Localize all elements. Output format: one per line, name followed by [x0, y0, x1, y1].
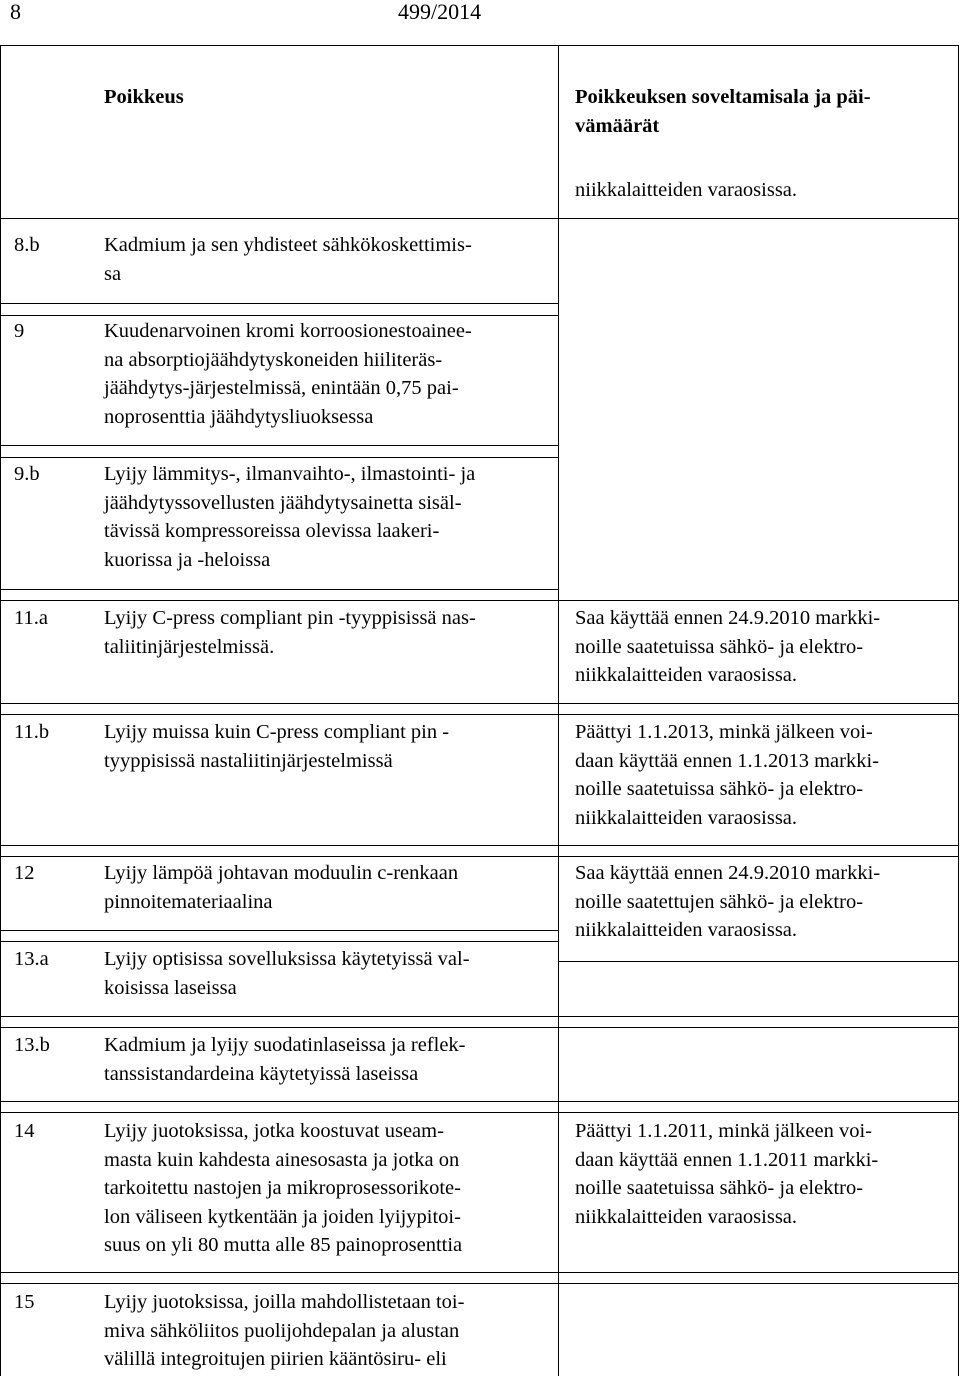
row-line	[0, 303, 558, 304]
scope-line: niikkalaitteiden varaosissa.	[575, 806, 798, 829]
scope-line: niikkalaitteiden varaosissa.	[575, 1205, 798, 1228]
description-line: sa	[104, 262, 122, 285]
scope-line: Saa käyttää ennen 24.9.2010 markki-	[575, 862, 881, 884]
description-line: Lyijy optisissa sovelluksissa käytetyissä val-	[104, 948, 470, 970]
row-line	[558, 961, 959, 962]
description-line: tanssistandardeina käytetyissä laseissa	[104, 1062, 419, 1085]
row-line	[0, 930, 558, 931]
row-description	[104, 718, 554, 775]
col-header-scope-line: vämäärät	[575, 114, 660, 137]
scope-line: niikkalaitteiden varaosissa.	[575, 919, 798, 941]
description-line: Lyijy juotoksissa, jotka koostuvat useam-	[104, 1120, 444, 1142]
table-border-top	[0, 45, 959, 46]
row-description	[104, 317, 554, 431]
row-line	[0, 703, 959, 704]
row-description	[104, 460, 554, 574]
row-scope	[575, 859, 955, 945]
scope-line: Saa käyttää ennen 24.9.2010 markki-	[575, 607, 881, 629]
row-line	[0, 1101, 959, 1102]
row-line	[0, 218, 959, 219]
row-line	[0, 856, 959, 857]
row-line	[0, 589, 558, 590]
description-line: miva sähköliitos puolijohdepalan ja alustan	[104, 1319, 460, 1342]
scope-line: noille saatetuissa sähkö- ja elektro-	[575, 635, 864, 658]
row-line	[0, 845, 959, 846]
row-description	[104, 1288, 554, 1374]
description-line: noprosenttia jäähdytysliuoksessa	[104, 405, 374, 428]
table-border-left	[0, 45, 1, 1376]
row-code: 11.b	[14, 721, 50, 743]
scope-line: noille saatettujen sähkö- ja elektro-	[575, 890, 864, 913]
row-line	[0, 1272, 959, 1273]
row-code: 11.a	[14, 607, 48, 629]
row-line	[0, 457, 558, 458]
description-line: tävissä kompressoreissa olevissa laakeri-	[104, 520, 440, 542]
description-line: Lyijy lämmitys-, ilmanvaihto-, ilmastointi- ja	[104, 463, 476, 485]
description-line: Lyijy muissa kuin C-press compliant pin -	[104, 721, 450, 743]
row-line	[0, 1027, 959, 1028]
scope-line: niikkalaitteiden varaosissa.	[575, 664, 798, 686]
row-code: 12	[14, 862, 35, 884]
row-description	[104, 604, 554, 661]
scope-line: daan käyttää ennen 1.1.2013 markki-	[575, 749, 879, 772]
scope-line: daan käyttää ennen 1.1.2011 markki-	[575, 1148, 879, 1171]
row-description	[104, 231, 554, 288]
row-code: 13.b	[14, 1034, 50, 1056]
col-header-exception: Poikkeus	[104, 86, 184, 108]
row-description	[104, 1031, 554, 1088]
description-line: tarkoitettu nastojen ja mikroprosessorikote-	[104, 1177, 461, 1199]
description-line: Lyijy lämpöä johtavan moduulin c-renkaan	[104, 862, 459, 884]
page-header	[0, 0, 960, 26]
row-scope	[575, 718, 955, 832]
row-scope	[575, 604, 955, 690]
description-line: tyyppisissä nastaliitinjärjestelmissä	[104, 749, 393, 772]
scope-line: noille saatetuissa sähkö- ja elektro-	[575, 1177, 864, 1199]
row-code: 14	[14, 1120, 35, 1142]
description-line: Kuudenarvoinen kromi korroosionestoainee-	[104, 320, 472, 342]
row-scope	[575, 1117, 955, 1231]
row-description	[104, 945, 554, 1002]
row-line	[0, 1112, 959, 1113]
description-line: välillä integroitujen piirien kääntösiru- eli	[104, 1348, 447, 1370]
description-line: jäähdytys-järjestelmissä, enintään 0,75 pai-	[104, 377, 459, 399]
page-number: 8	[10, 0, 21, 24]
description-line: Kadmium ja lyijy suodatinlaseissa ja reflek-	[104, 1034, 466, 1056]
description-line: lon väliseen kytkentään ja joiden lyijypitoi-	[104, 1205, 461, 1228]
row-code: 9	[14, 320, 25, 342]
description-line: masta kuin kahdesta ainesosasta ja jotka on	[104, 1148, 460, 1171]
row-code: 8.b	[14, 234, 40, 256]
description-line: koisissa laseissa	[104, 976, 237, 999]
row-line	[0, 315, 558, 316]
scope-line: noille saatetuissa sähkö- ja elektro-	[575, 778, 864, 800]
table-border-right	[958, 45, 959, 1376]
row-code: 15	[14, 1291, 35, 1313]
row-line	[0, 1016, 959, 1017]
scope-line: Päättyi 1.1.2013, minkä jälkeen voi-	[575, 721, 873, 743]
row-line	[0, 941, 558, 942]
row-line	[0, 600, 959, 601]
continuation-text: niikkalaitteiden varaosissa.	[575, 179, 798, 201]
row-line	[0, 714, 959, 715]
row-line	[0, 445, 558, 446]
description-line: na absorptiojäähdytyskoneiden hiiliteräs-	[104, 348, 443, 371]
description-line: jäähdytyssovellusten jäähdytysainetta sisäl-	[104, 491, 462, 514]
scope-line: Päättyi 1.1.2011, minkä jälkeen voi-	[575, 1120, 872, 1142]
description-line: taliitinjärjestelmissä.	[104, 635, 275, 658]
row-code: 9.b	[14, 463, 40, 485]
col-header-scope	[575, 83, 871, 140]
row-description	[104, 859, 554, 916]
description-line: pinnoitemateriaalina	[104, 890, 273, 913]
row-description	[104, 1117, 554, 1260]
document-number: 499/2014	[398, 0, 482, 24]
description-line: kuorissa ja -heloissa	[104, 548, 271, 571]
row-line	[0, 1283, 959, 1284]
description-line: Lyijy juotoksissa, joilla mahdollistetaan toi-	[104, 1291, 465, 1313]
description-line: suus on yli 80 mutta alle 85 painoprosenttia	[104, 1234, 463, 1256]
exceptions-table	[0, 45, 960, 1376]
description-line: Lyijy C-press compliant pin -tyyppisissä nas-	[104, 607, 476, 629]
col-header-scope-line: Poikkeuksen soveltamisala ja päi-	[575, 86, 871, 108]
column-divider	[558, 45, 559, 1376]
row-code: 13.a	[14, 948, 49, 970]
description-line: Kadmium ja sen yhdisteet sähkökoskettimis-	[104, 234, 472, 256]
